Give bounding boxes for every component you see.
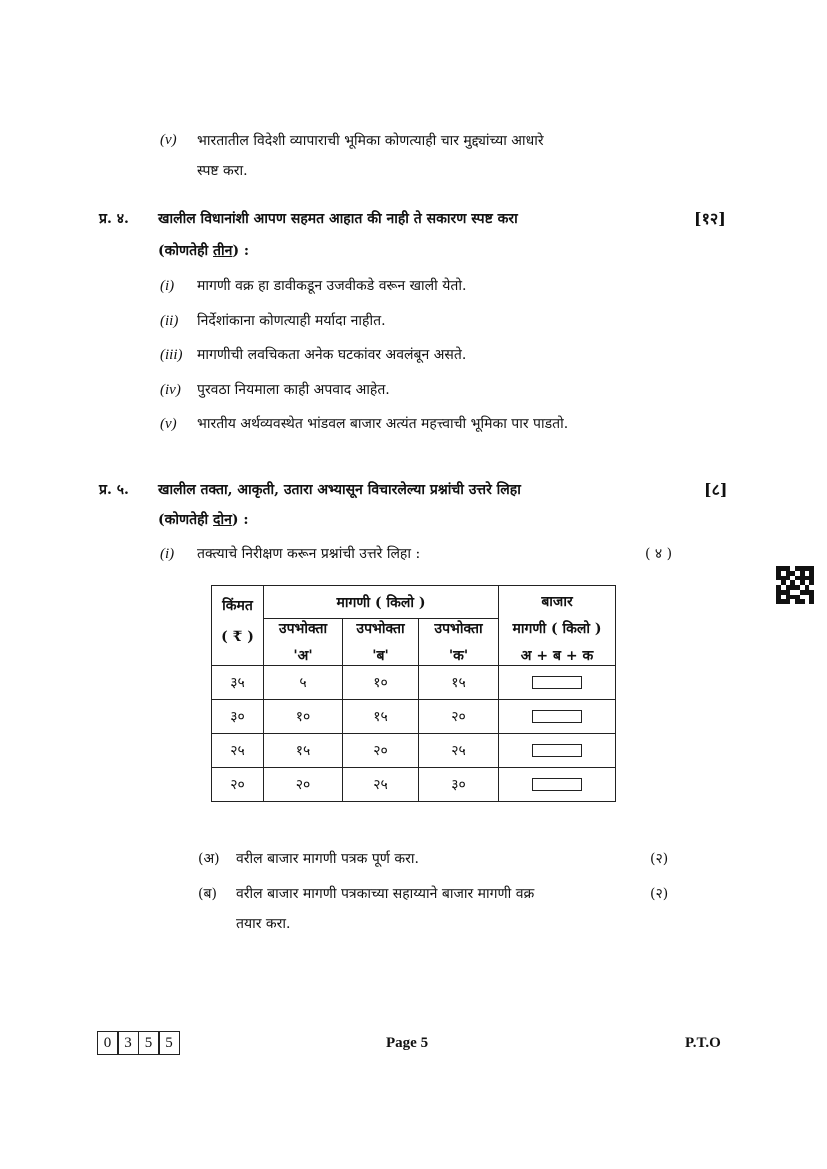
q4-instruction [158, 241, 249, 261]
table-row [212, 666, 616, 700]
q5-sub-i-text: तक्त्याचे निरीक्षण करून प्रश्नांची उत्तरे लिहा : [197, 546, 421, 562]
demand-header: मागणी ( किलो ) [264, 586, 499, 619]
demand-c-cell: २५ [419, 734, 499, 768]
price-cell: २० [212, 768, 264, 802]
q4-instruction-close: ) : [232, 243, 250, 259]
code-digit: 5 [158, 1031, 180, 1055]
demand-a-cell: १० [264, 700, 343, 734]
table-row [212, 768, 616, 802]
answer-blank[interactable] [532, 744, 582, 757]
subq-b-text-line1: वरील बाजार मागणी पत्रकाच्या सहाय्याने बाजार मागणी वक्र [236, 886, 535, 902]
demand-c-cell: १५ [419, 666, 499, 700]
consumer-cell [419, 619, 499, 666]
q5-instruction [158, 510, 249, 530]
market-demand-label: मागणी ( किलो ) [512, 620, 602, 637]
code-digit: 5 [138, 1031, 160, 1055]
price-cell: ३० [212, 700, 264, 734]
q4-item-text: भारतीय अर्थव्यवस्थेत भांडवल बाजार अत्यंत महत्त्वाची भूमिका पार पाडतो. [197, 416, 569, 432]
consumer-name: 'ब' [372, 648, 389, 664]
q4-item-num: (v) [160, 416, 177, 432]
demand-b-cell: २० [343, 734, 419, 768]
q4-item-text: मागणीची लवचिकता अनेक घटकांवर अवलंबून असते. [197, 347, 467, 363]
market-answer-cell [499, 734, 616, 768]
market-answer-cell [499, 700, 616, 734]
subq-a-text: वरील बाजार मागणी पत्रक पूर्ण करा. [236, 851, 419, 867]
subq-a-marks: (२) [650, 851, 669, 867]
demand-b-cell: २५ [343, 768, 419, 802]
paper-code [98, 1031, 180, 1055]
consumer-name: 'क' [448, 648, 469, 664]
demand-c-cell: २० [419, 700, 499, 734]
demand-a-cell: २० [264, 768, 343, 802]
market-answer-cell [499, 768, 616, 802]
q4-item-num: (iii) [160, 347, 183, 363]
consumer-name: 'अ' [293, 648, 313, 664]
q5-instruction-open: (कोणतेही [158, 512, 214, 528]
market-header: बाजार [499, 586, 616, 619]
subq-b-marks: (२) [650, 886, 669, 902]
demand-c-cell: ३० [419, 768, 499, 802]
q3-v-line1: भारतातील विदेशी व्यापाराची भूमिका कोणत्याही चार मुद्द्यांच्या आधारे [197, 133, 544, 149]
demand-a-cell: १५ [264, 734, 343, 768]
qr-code-icon [776, 566, 814, 604]
subq-b-label: (ब) [198, 886, 217, 902]
q4-marks: [१२] [694, 209, 726, 228]
q4-item-num: (ii) [160, 313, 179, 329]
page-number: Page 5 [386, 1035, 429, 1051]
consumer-label: उपभोक्ता [278, 621, 328, 637]
demand-a-cell: ५ [264, 666, 343, 700]
price-cell: २५ [212, 734, 264, 768]
demand-b-cell: १५ [343, 700, 419, 734]
q5-instruction-close: ) : [231, 512, 249, 528]
subq-b-text-line2: तयार करा. [236, 916, 291, 932]
q5-marks: [८] [704, 480, 728, 499]
market-formula: अ + ब + क [520, 647, 594, 664]
q4-instruction-key: तीन [213, 243, 233, 259]
answer-blank[interactable] [532, 778, 582, 791]
subq-a-label: (अ) [198, 851, 220, 867]
q5-sub-i-marks: ( ४ ) [645, 546, 673, 562]
q5-title: खालील तक्ता, आकृती, उतारा अभ्यासून विचारलेल्या प्रश्नांची उत्तरे लिहा [158, 482, 521, 498]
pto-label: P.T.O [685, 1035, 721, 1051]
consumer-label: उपभोक्ता [434, 621, 483, 637]
q4-instruction-open: (कोणतेही [158, 243, 214, 259]
code-digit: 0 [97, 1031, 119, 1055]
price-unit: ( ₹ ) [212, 619, 264, 666]
q3-v-number: (v) [160, 132, 177, 148]
price-cell: ३५ [212, 666, 264, 700]
q5-number: प्र. ५. [99, 482, 129, 498]
q4-item-text: पुरवठा नियमाला काही अपवाद आहेत. [197, 382, 390, 398]
q4-item-text: निर्देशांकाना कोणत्याही मर्यादा नाहीत. [197, 313, 386, 329]
q5-sub-i-number: (i) [160, 546, 175, 562]
market-answer-cell [499, 666, 616, 700]
consumer-cell [264, 619, 343, 666]
market-demand-table [211, 585, 616, 802]
consumer-label: उपभोक्ता [356, 621, 405, 637]
answer-blank[interactable] [532, 710, 582, 723]
demand-b-cell: १० [343, 666, 419, 700]
q3-v-line2: स्पष्ट करा. [197, 163, 248, 179]
q4-item-text: मागणी वक्र हा डावीकडून उजवीकडे वरून खाली येतो. [197, 278, 467, 294]
price-header: किंमत [212, 586, 264, 619]
table-row [212, 734, 616, 768]
q4-item-num: (i) [160, 278, 175, 294]
q4-number: प्र. ४. [99, 211, 129, 227]
code-digit: 3 [117, 1031, 139, 1055]
consumer-cell [343, 619, 419, 666]
table-row [212, 700, 616, 734]
market-demand-cell [499, 619, 616, 666]
answer-blank[interactable] [532, 676, 582, 689]
q5-instruction-key: दोन [213, 512, 232, 528]
q4-title: खालील विधानांशी आपण सहमत आहात की नाही ते सकारण स्पष्ट करा [158, 211, 518, 227]
q4-item-num: (iv) [160, 382, 181, 398]
